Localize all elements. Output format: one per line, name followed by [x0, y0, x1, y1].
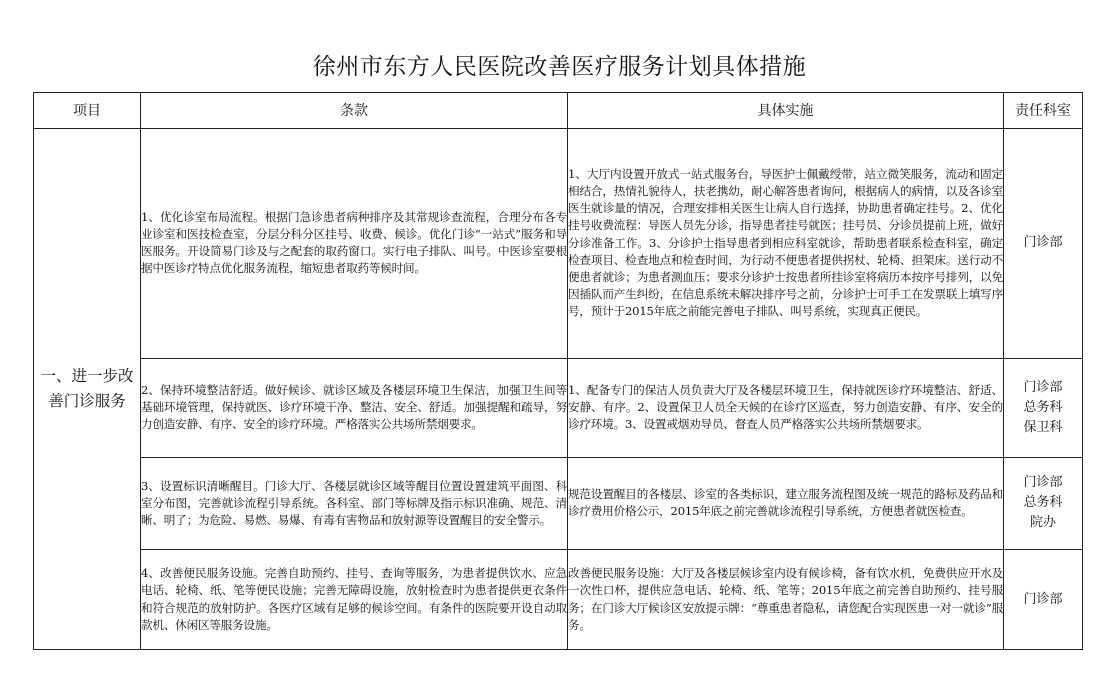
- header-clause: 条款: [141, 93, 568, 129]
- department-name: 门诊部: [1023, 475, 1063, 491]
- department-name: 总务科: [1023, 495, 1063, 511]
- table-row: [34, 550, 1083, 650]
- clause-cell: 4、改善便民服务设施。完善自助预约、挂号、查询等服务，为患者提供饮水、应急电话、轮椅、纸、笔等便民设施；完善无障碍设施，放射检查时为患者提供更衣条件和符合规范的放射防护。各医疗区域有足够的候诊空间。有条件的医院要开设自动取款机、休闲区等服务设施。: [141, 550, 568, 650]
- department-name: 门诊部: [1023, 591, 1063, 607]
- header-implementation: 具体实施: [568, 93, 1004, 129]
- department-cell: [1004, 457, 1083, 550]
- clause-cell: 2、保持环境整洁舒适。做好候诊、就诊区域及各楼层环境卫生保洁，加强卫生间等基础环境管理，保持就医、诊疗环境干净、整洁、安全、舒适。加强提醒和疏导，努力创造安静、有序、安全的诊疗环境。严格落实公共场所禁烟要求。: [141, 358, 568, 457]
- department-name: 院办: [1029, 515, 1056, 531]
- department-name: 门诊部: [1023, 235, 1063, 251]
- table-row: [34, 457, 1083, 550]
- table-row: [34, 358, 1083, 457]
- department-name: 总务科: [1023, 399, 1063, 415]
- implementation-cell: 1、大厅内设置开放式一站式服务台，导医护士佩戴绶带，站立微笑服务，流动和固定相结合，热情礼貌待人，扶老携幼，耐心解答患者询问，根据病人的病情，以及各诊室医生就诊量的情况，合理安排相关医生让病人自行选择，协助患者确定挂号。2、优化挂号收费流程：导医人员先分诊，指导患者挂号就医；挂号员、分诊员提前上班，做好分诊准备工作。3、分诊护士指导患者到相应科室就诊，帮助患者联系检查科室，确定检查项目、检查地点和检查时间，为行动不便患者提供拐杖、轮椅、担架床。送行动不便患者就诊；为患者测血压；要求分诊护士按患者所挂诊室将病历本按序号排列，以免因插队而产生纠纷，在信息系统未解决排序号之前，分诊护士可手工在发票联上填写序号，预计于2015年底之前能完善电子排队、叫号系统，实现真正便民。: [568, 128, 1004, 358]
- implementation-cell: 1、配备专门的保洁人员负责大厅及各楼层环境卫生，保持就医诊疗环境整洁、舒适、安静、有序。2、设置保卫人员全天候的在诊疗区巡查，努力创造安静、有序、安全的诊疗环境。3、设置戒烟劝导员、督查人员严格落实公共场所禁烟要求。: [568, 358, 1004, 457]
- measures-table: [33, 92, 1083, 650]
- clause-cell: 3、设置标识清晰醒目。门诊大厅、各楼层就诊区域等醒目位置设置建筑平面图、科室分布图，完善就诊流程引导系统。各科室、部门等标牌及指示标识准确、规范、清晰、明了；为危险、易燃、易爆、有毒有害物品和放射源等设置醒目的安全警示。: [141, 457, 568, 550]
- department-cell: [1004, 550, 1083, 650]
- header-row: [34, 93, 1083, 129]
- project-cell: 一、进一步改善门诊服务: [34, 128, 141, 649]
- department-name: 保卫科: [1023, 419, 1063, 435]
- table-row: [34, 128, 1083, 358]
- implementation-cell: 规范设置醒目的各楼层、诊室的各类标识，建立服务流程图及统一规范的路标及药品和诊疗费用价格公示，2015年底之前完善就诊流程引导系统，方便患者就医检查。: [568, 457, 1004, 550]
- header-project: 项目: [34, 93, 141, 129]
- page-title: 徐州市东方人民医院改善医疗服务计划具体措施: [312, 54, 807, 80]
- department-cell: [1004, 128, 1083, 358]
- clause-cell: 1、优化诊室布局流程。根据门急诊患者病种排序及其常规诊查流程，合理分布各专业诊室和医技检查室，分层分科分区挂号、收费、候诊。优化门诊“一站式”服务和导医服务。开设简易门诊及与之配套的取药窗口。实行电子排队、叫号。中医诊室要根据中医诊疗特点优化服务流程，缩短患者取药等候时间。: [141, 128, 568, 358]
- header-department: 责任科室: [1004, 93, 1083, 129]
- department-name: 门诊部: [1023, 379, 1063, 395]
- department-cell: [1004, 358, 1083, 457]
- implementation-cell: 改善便民服务设施：大厅及各楼层候诊室内设有候诊椅，备有饮水机，免费供应开水及一次性口杯，提供应急电话、轮椅、纸、笔等；2015年底之前完善自助预约、挂号服务；在门诊大厅候诊区安放提示牌：“尊重患者隐私，请您配合实现医患一对一就诊”服务。: [568, 550, 1004, 650]
